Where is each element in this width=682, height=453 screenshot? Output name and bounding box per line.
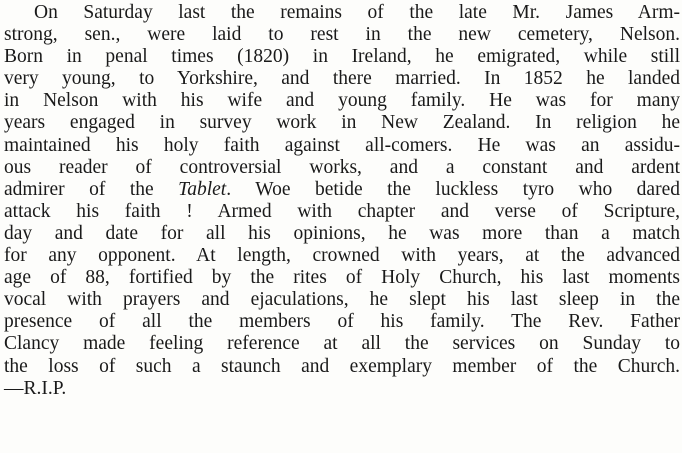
text-line: vocal with prayers and ejaculations, he slept his last sleep in the [4, 289, 680, 311]
text-line: years engaged in survey work in New Zealand. In religion he [4, 112, 680, 134]
text-line: day and date for all his opinions, he was more than a match [4, 222, 680, 244]
text-line: presence of all the members of his family. The Rev. Father [4, 311, 680, 333]
periodical-title: Tablet [178, 178, 227, 200]
text-line: for any opponent. At length, crowned with years, at the advanced [4, 245, 680, 267]
text-line: admirer of the Tablet. Woe betide the luckless tyro who dared [4, 178, 680, 200]
text-line: Born in penal times (1820) in Ireland, he emigrated, while still [4, 46, 680, 68]
text-line: very young, to Yorkshire, and there married. In 1852 he landed [4, 68, 680, 90]
text-line: in Nelson with his wife and young family. He was for many [4, 90, 680, 112]
text-line: Clancy made feeling reference at all the services on Sunday to [4, 333, 680, 355]
text-line: ous reader of controversial works, and a constant and ardent [4, 156, 680, 178]
text-line: age of 88, fortified by the rites of Holy Church, his last moments [4, 267, 680, 289]
obituary-paragraph [4, 2, 680, 400]
text-line: On Saturday last the remains of the late Mr. James Arm- [34, 2, 680, 23]
text-line: maintained his holy faith against all-comers. He was an assidu- [4, 134, 680, 156]
text-line: strong, sen., were laid to rest in the new cemetery, Nelson. [4, 24, 680, 46]
text-line: —R.I.P. [4, 377, 67, 399]
text-line: the loss of such a staunch and exemplary member of the Church. [4, 355, 680, 377]
text-line: attack his faith ! Armed with chapter and verse of Scripture, [4, 200, 680, 222]
